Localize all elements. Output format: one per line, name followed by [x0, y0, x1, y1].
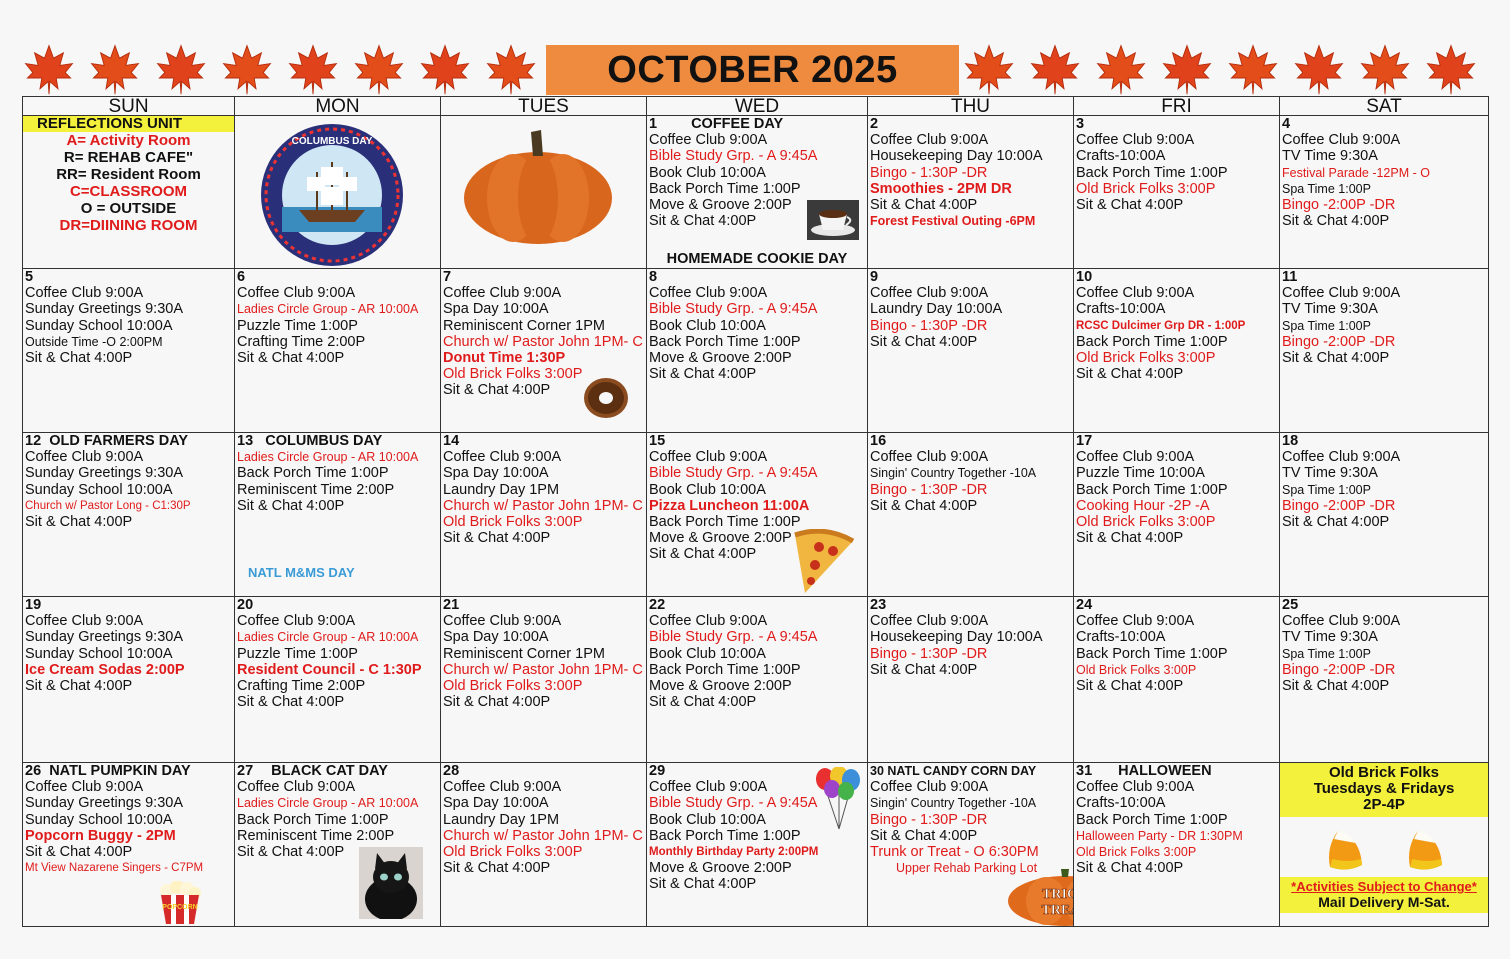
event: Old Brick Folks 3:00P — [1076, 180, 1216, 197]
event: Puzzle Time 1:00P — [237, 317, 358, 334]
day-number: 9 — [870, 269, 879, 285]
event: Sit & Chat 4:00P — [649, 366, 757, 383]
event: Sit & Chat 4:00P — [870, 661, 978, 678]
day-cell-17 — [1074, 433, 1280, 597]
event: Housekeeping Day 10:00A — [870, 629, 1043, 646]
event: Coffee Club 9:00A — [237, 613, 356, 630]
event: Ice Cream Sodas 2:00P — [25, 661, 185, 678]
event: Coffee Club 9:00A — [237, 285, 356, 302]
event: Spa Day 10:00A — [443, 629, 549, 646]
event: Old Brick Folks 3:00P — [443, 844, 583, 861]
event: Church w/ Pastor John 1PM- C — [443, 497, 643, 514]
event: Back Porch Time 1:00P — [1076, 811, 1228, 828]
event: Bible Study Grp. - A 9:45A — [649, 148, 818, 165]
event: Upper Rehab Parking Lot — [896, 861, 1038, 876]
maple-leaf-icon — [1358, 42, 1412, 96]
event: Sit & Chat 4:00P — [1076, 366, 1184, 383]
event: TV Time 9:30A — [1282, 465, 1378, 482]
day-cell-empty-tue — [441, 116, 647, 269]
black-cat-icon — [359, 847, 423, 919]
day-title: NATL PUMPKIN DAY — [49, 763, 191, 779]
event: Back Porch Time 1:00P — [649, 514, 801, 531]
event: Coffee Club 9:00A — [1282, 132, 1401, 149]
event: Sit & Chat 4:00P — [870, 827, 978, 844]
day-number: 26 — [25, 763, 42, 779]
event: Sunday School 10:00A — [25, 481, 173, 498]
day-cell-2 — [868, 116, 1074, 269]
event: TV Time 9:30A — [1282, 301, 1378, 318]
event: RCSC Dulcimer Grp DR - 1:00P — [1076, 319, 1246, 332]
day-number: 2 — [870, 116, 879, 132]
event: Laundry Day 10:00A — [870, 301, 1003, 318]
event: Coffee Club 9:00A — [1076, 285, 1195, 302]
event: Old Brick Folks 3:00P — [1076, 662, 1197, 677]
event: Old Brick Folks 3:00P — [443, 514, 583, 531]
maple-leaf-icon — [1226, 42, 1280, 96]
day-note: NATL M&MS DAY — [248, 565, 355, 580]
event: Sit & Chat 4:00P — [1282, 514, 1390, 531]
event: Sit & Chat 4:00P — [25, 514, 133, 531]
maple-leaf-icon — [286, 42, 340, 96]
event: Move & Groove 2:00P — [649, 678, 792, 695]
day-number: 24 — [1076, 597, 1093, 613]
event: Bingo - 1:30P -DR — [870, 164, 988, 181]
event: Coffee Club 9:00A — [25, 285, 144, 302]
event: Reminiscent Time 2:00P — [237, 481, 395, 498]
footer-line: Mail Delivery M-Sat. — [1318, 894, 1450, 910]
calendar-grid — [22, 96, 1489, 927]
day-number: 13 — [237, 433, 254, 449]
day-number: 5 — [25, 269, 34, 285]
day-cell-4 — [1280, 116, 1489, 269]
day-title: BLACK CAT DAY — [271, 763, 388, 779]
day-number: 14 — [443, 433, 460, 449]
event: Crafts-10:00A — [1076, 629, 1166, 646]
event: Coffee Club 9:00A — [1076, 779, 1195, 796]
event: Old Brick Folks 3:00P — [1076, 514, 1216, 531]
day-number: 22 — [649, 597, 666, 613]
event: Ladies Circle Group - AR 10:00A — [237, 796, 419, 811]
event: Back Porch Time 1:00P — [1076, 645, 1228, 662]
event: Coffee Club 9:00A — [1076, 132, 1195, 149]
event: Bingo -2:00P -DR — [1282, 661, 1396, 678]
coffee-cup-icon — [807, 200, 859, 240]
day-cell-20 — [235, 597, 441, 763]
maple-leaf-icon — [1028, 42, 1082, 96]
day-number: 8 — [649, 269, 658, 285]
event: Back Porch Time 1:00P — [649, 333, 801, 350]
legend-line: A= Activity Room — [66, 132, 191, 150]
event: Spa Day 10:00A — [443, 465, 549, 482]
event: Trunk or Treat - O 6:30PM — [870, 844, 1039, 861]
event: Sit & Chat 4:00P — [443, 382, 551, 399]
event: Back Porch Time 1:00P — [237, 465, 389, 482]
event: Crafts-10:00A — [1076, 148, 1166, 165]
info-cell — [1280, 763, 1489, 927]
treat-text: TREAT — [1041, 903, 1089, 918]
day-cell-8 — [647, 269, 868, 433]
day-cell-5 — [23, 269, 235, 433]
event: Forest Festival Outing -6PM — [870, 214, 1036, 229]
event: Puzzle Time 10:00A — [1076, 465, 1205, 482]
event: Cooking Hour -2P -A — [1076, 497, 1210, 514]
day-cell-6 — [235, 269, 441, 433]
day-number: 1 — [649, 116, 658, 132]
day-cell-13 — [235, 433, 441, 597]
event: Coffee Club 9:00A — [237, 779, 356, 796]
event: Sit & Chat 4:00P — [1282, 213, 1390, 230]
event: Crafting Time 2:00P — [237, 333, 366, 350]
legend-cell — [23, 116, 235, 269]
event: Spa Day 10:00A — [443, 301, 549, 318]
event: Coffee Club 9:00A — [649, 779, 768, 796]
day-cell-7 — [441, 269, 647, 433]
day-cell-21 — [441, 597, 647, 763]
event: Coffee Club 9:00A — [1282, 613, 1401, 630]
day-cell-16 — [868, 433, 1074, 597]
footer-banner — [1280, 877, 1488, 913]
columbus-day-badge-icon — [259, 122, 405, 268]
day-number: 4 — [1282, 116, 1291, 132]
event: Back Porch Time 1:00P — [1076, 481, 1228, 498]
event: Coffee Club 9:00A — [649, 613, 768, 630]
popcorn-label: POPCORN — [162, 904, 198, 911]
event: Ladies Circle Group - AR 10:00A — [237, 302, 419, 317]
event: Sit & Chat 4:00P — [870, 497, 978, 514]
event: Back Porch Time 1:00P — [237, 811, 389, 828]
event: Back Porch Time 1:00P — [649, 827, 801, 844]
event: Sunday School 10:00A — [25, 645, 173, 662]
event: Bingo -2:00P -DR — [1282, 333, 1396, 350]
event: Coffee Club 9:00A — [1076, 613, 1195, 630]
event: Book Club 10:00A — [649, 317, 766, 334]
event: Ladies Circle Group - AR 10:00A — [237, 630, 419, 645]
event: Sit & Chat 4:00P — [870, 333, 978, 350]
event: Old Brick Folks 3:00P — [1076, 350, 1216, 367]
maple-leaf-icon — [352, 42, 406, 96]
event: Book Club 10:00A — [649, 645, 766, 662]
legend-line: R= REHAB CAFE" — [63, 149, 194, 167]
event: Crafts-10:00A — [1076, 795, 1166, 812]
event: Coffee Club 9:00A — [443, 779, 562, 796]
event: Sit & Chat 4:00P — [237, 694, 345, 711]
event: Coffee Club 9:00A — [443, 449, 562, 466]
maple-leaf-icon — [1292, 42, 1346, 96]
event: Sit & Chat 4:00P — [649, 876, 757, 893]
day-number: 6 — [237, 269, 246, 285]
day-number: 30 — [870, 764, 884, 778]
event: Laundry Day 1PM — [443, 811, 560, 828]
legend-line: O = OUTSIDE — [80, 200, 177, 218]
event: Sit & Chat 4:00P — [870, 197, 978, 214]
event: Bingo - 1:30P -DR — [870, 645, 988, 662]
event: Singin' Country Together -10A — [870, 796, 1037, 811]
event: Bible Study Grp. - A 9:45A — [649, 301, 818, 318]
day-title: HALLOWEEN — [1118, 763, 1212, 779]
day-cell-26 — [23, 763, 235, 927]
event: Sit & Chat 4:00P — [1076, 678, 1184, 695]
trick-or-treat-pumpkin-icon — [1006, 869, 1089, 927]
event: Sit & Chat 4:00P — [649, 694, 757, 711]
pumpkin-icon — [461, 128, 616, 248]
event: Smoothies - 2PM DR — [870, 180, 1012, 197]
day-number: 27 — [237, 763, 254, 779]
maple-leaf-icon — [484, 42, 538, 96]
day-number: 3 — [1076, 116, 1085, 132]
event: Coffee Club 9:00A — [870, 779, 989, 796]
donut-icon — [583, 377, 629, 419]
event: Puzzle Time 1:00P — [237, 645, 358, 662]
event: Outside Time -O 2:00PM — [25, 334, 163, 349]
event: Mt View Nazarene Singers - C7PM — [25, 862, 204, 875]
event: Coffee Club 9:00A — [649, 449, 768, 466]
legend-line: DR=DIINING ROOM — [59, 217, 198, 235]
day-number: 31 — [1076, 763, 1093, 779]
event: Church w/ Pastor John 1PM- C — [443, 333, 643, 350]
event: Reminiscent Corner 1PM — [443, 317, 605, 334]
event: Housekeeping Day 10:00A — [870, 148, 1043, 165]
weekday-header-wed: WED — [647, 97, 868, 116]
event: Sunday School 10:00A — [25, 811, 173, 828]
day-cell-10 — [1074, 269, 1280, 433]
event: Bible Study Grp. - A 9:45A — [649, 795, 818, 812]
day-number: 18 — [1282, 433, 1299, 449]
event: Sit & Chat 4:00P — [1076, 197, 1184, 214]
event: Crafts-10:00A — [1076, 301, 1166, 318]
maple-leaf-icon — [1424, 42, 1478, 96]
banner-line: Tuesdays & Fridays — [1313, 780, 1455, 797]
event: TV Time 9:30A — [1282, 629, 1378, 646]
event: Coffee Club 9:00A — [870, 285, 989, 302]
maple-leaf-icon — [1094, 42, 1148, 96]
day-cell-3 — [1074, 116, 1280, 269]
day-number: 12 — [25, 433, 42, 449]
old-brick-folks-banner — [1280, 763, 1488, 817]
event: Sunday Greetings 9:30A — [25, 629, 183, 646]
day-number: 25 — [1282, 597, 1299, 613]
event: Coffee Club 9:00A — [25, 613, 144, 630]
event: Back Porch Time 1:00P — [1076, 333, 1228, 350]
day-cell-9 — [868, 269, 1074, 433]
event: Spa Day 10:00A — [443, 795, 549, 812]
event: Sit & Chat 4:00P — [1076, 860, 1184, 877]
maple-leaf-icon — [1160, 42, 1214, 96]
day-cell-18 — [1280, 433, 1489, 597]
day-cell-11 — [1280, 269, 1489, 433]
event: Spa Time 1:00P — [1282, 318, 1371, 333]
day-number: 19 — [25, 597, 42, 613]
legend-line: C=CLASSROOM — [69, 183, 188, 201]
day-cell-24 — [1074, 597, 1280, 763]
event: Sunday Greetings 9:30A — [25, 301, 183, 318]
legend-heading: REFLECTIONS UNIT — [23, 116, 235, 132]
event: Bingo -2:00P -DR — [1282, 197, 1396, 214]
event: Bingo - 1:30P -DR — [870, 481, 988, 498]
day-number: 29 — [649, 763, 666, 779]
day-number: 20 — [237, 597, 254, 613]
event: Sit & Chat 4:00P — [1282, 678, 1390, 695]
day-note: HOMEMADE COOKIE DAY — [666, 251, 848, 267]
event: Laundry Day 1PM — [443, 481, 560, 498]
popcorn-icon — [157, 881, 203, 925]
event: Sit & Chat 4:00P — [1282, 350, 1390, 367]
maple-leaf-icon — [962, 42, 1016, 96]
event: Coffee Club 9:00A — [25, 449, 144, 466]
event: Move & Groove 2:00P — [649, 860, 792, 877]
day-cell-15 — [647, 433, 868, 597]
event: Move & Groove 2:00P — [649, 350, 792, 367]
day-cell-25 — [1280, 597, 1489, 763]
event: Old Brick Folks 3:00P — [443, 366, 583, 383]
event: Coffee Club 9:00A — [870, 132, 989, 149]
day-title: COLUMBUS DAY — [265, 433, 383, 449]
maple-leaf-icon — [220, 42, 274, 96]
pizza-slice-icon — [793, 529, 855, 595]
event: Sunday Greetings 9:30A — [25, 465, 183, 482]
event: Bible Study Grp. - A 9:45A — [649, 465, 818, 482]
day-cell-12 — [23, 433, 235, 597]
event: Move & Groove 2:00P — [649, 197, 792, 214]
weekday-header-sat: SAT — [1280, 97, 1489, 116]
event: Coffee Club 9:00A — [1282, 449, 1401, 466]
event: Old Brick Folks 3:00P — [1076, 845, 1197, 860]
footer-line: *Activities Subject to Change* — [1291, 879, 1477, 894]
weekday-header-sun: SUN — [23, 97, 235, 116]
event: Popcorn Buggy - 2PM — [25, 827, 176, 844]
event: Sit & Chat 4:00P — [25, 844, 133, 861]
event: Church w/ Pastor Long - C1:30P — [25, 499, 191, 512]
event: Sit & Chat 4:00P — [649, 546, 757, 563]
maple-leaf-icon — [22, 42, 76, 96]
event: Back Porch Time 1:00P — [649, 661, 801, 678]
event: Coffee Club 9:00A — [870, 613, 989, 630]
event: Reminiscent Corner 1PM — [443, 645, 605, 662]
day-cell-28 — [441, 763, 647, 927]
event: Spa Time 1:00P — [1282, 646, 1371, 661]
event: Bingo - 1:30P -DR — [870, 317, 988, 334]
event: Back Porch Time 1:00P — [1076, 164, 1228, 181]
day-cell-29 — [647, 763, 868, 927]
event: Sunday Greetings 9:30A — [25, 795, 183, 812]
event: Sit & Chat 4:00P — [443, 860, 551, 877]
event: Sit & Chat 4:00P — [25, 350, 133, 367]
day-number: 11 — [1282, 269, 1298, 285]
event: Bible Study Grp. - A 9:45A — [649, 629, 818, 646]
day-number: 28 — [443, 763, 460, 779]
candy-corn-icon — [1404, 827, 1444, 871]
day-title: OLD FARMERS DAY — [49, 433, 189, 449]
weekday-header-tues: TUES — [441, 97, 647, 116]
event: Church w/ Pastor John 1PM- C — [443, 827, 643, 844]
day-number: 23 — [870, 597, 887, 613]
event: Sit & Chat 4:00P — [443, 530, 551, 547]
maple-leaf-icon — [88, 42, 142, 96]
event: Ladies Circle Group - AR 10:00A — [237, 450, 419, 465]
legend-line: RR= Resident Room — [56, 166, 201, 184]
day-title: COFFEE DAY — [691, 116, 784, 132]
event: Sit & Chat 4:00P — [237, 497, 345, 514]
event: Coffee Club 9:00A — [870, 449, 989, 466]
event: Book Club 10:00A — [649, 164, 766, 181]
event: Coffee Club 9:00A — [443, 285, 562, 302]
event: Coffee Club 9:00A — [443, 613, 562, 630]
day-cell-empty-mon — [235, 116, 441, 269]
event: Pizza Luncheon 11:00A — [649, 497, 810, 514]
weekday-header-thu: THU — [868, 97, 1074, 116]
day-number: 10 — [1076, 269, 1093, 285]
day-number: 17 — [1076, 433, 1093, 449]
event: Sit & Chat 4:00P — [443, 694, 551, 711]
event: Sunday School 10:00A — [25, 317, 173, 334]
event: Coffee Club 9:00A — [1282, 285, 1401, 302]
event: Coffee Club 9:00A — [649, 132, 768, 149]
day-cell-31 — [1074, 763, 1280, 927]
event: Book Club 10:00A — [649, 481, 766, 498]
maple-leaf-icon — [418, 42, 472, 96]
event: Halloween Party - DR 1:30PM — [1076, 828, 1243, 843]
day-number: 15 — [649, 433, 666, 449]
event: TV Time 9:30A — [1282, 148, 1378, 165]
event: Crafting Time 2:00P — [237, 678, 366, 695]
event: Sit & Chat 4:00P — [25, 678, 133, 695]
event: Donut Time 1:30P — [443, 350, 566, 367]
day-title: NATL CANDY CORN DAY — [887, 764, 1037, 778]
day-number: 7 — [443, 269, 452, 285]
event: Church w/ Pastor John 1PM- C — [443, 661, 643, 678]
banner-line: Old Brick Folks — [1328, 764, 1440, 781]
event: Back Porch Time 1:00P — [649, 180, 801, 197]
balloons-icon — [813, 767, 861, 835]
day-number: 21 — [443, 597, 460, 613]
badge-text: COLUMBUS DAY — [291, 136, 373, 147]
event: Coffee Club 9:00A — [25, 779, 144, 796]
calendar-title: OCTOBER 2025 — [546, 45, 959, 95]
weekday-header-fri: FRI — [1074, 97, 1280, 116]
event: Move & Groove 2:00P — [649, 530, 792, 547]
weekday-header-mon: MON — [235, 97, 441, 116]
event: Festival Parade -12PM - O — [1282, 165, 1430, 180]
event: Singin' Country Together -10A — [870, 466, 1037, 481]
maple-leaf-icon — [154, 42, 208, 96]
day-cell-27 — [235, 763, 441, 927]
day-cell-1 — [647, 116, 868, 269]
event: Resident Council - C 1:30P — [237, 661, 422, 678]
event: Sit & Chat 4:00P — [1076, 530, 1184, 547]
banner-line: 2P-4P — [1363, 796, 1405, 813]
event: Bingo - 1:30P -DR — [870, 811, 988, 828]
event: Sit & Chat 4:00P — [237, 844, 345, 861]
event: Monthly Birthday Party 2:00PM — [649, 846, 819, 859]
day-cell-22 — [647, 597, 868, 763]
event: Old Brick Folks 3:00P — [443, 678, 583, 695]
trick-text: TRICK — [1042, 887, 1088, 902]
event: Coffee Club 9:00A — [649, 285, 768, 302]
event: Sit & Chat 4:00P — [237, 350, 345, 367]
event: Coffee Club 9:00A — [1076, 449, 1195, 466]
day-cell-23 — [868, 597, 1074, 763]
day-cell-19 — [23, 597, 235, 763]
event: Spa Time 1:00P — [1282, 181, 1371, 196]
candy-corn-icon — [1324, 827, 1364, 871]
event: Reminiscent Time 2:00P — [237, 827, 395, 844]
event: Spa Time 1:00P — [1282, 482, 1371, 497]
event: Bingo -2:00P -DR — [1282, 497, 1396, 514]
event: Book Club 10:00A — [649, 811, 766, 828]
day-cell-14 — [441, 433, 647, 597]
event: Sit & Chat 4:00P — [649, 213, 757, 230]
day-number: 16 — [870, 433, 887, 449]
